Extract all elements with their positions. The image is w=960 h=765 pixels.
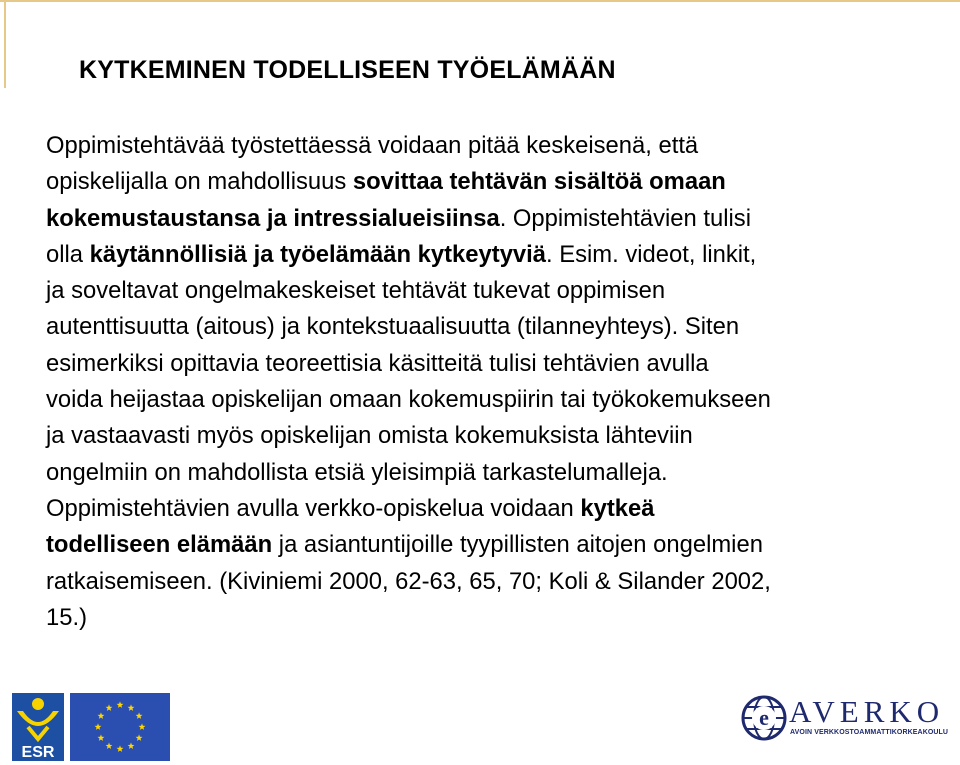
body-text-run: voida heijastaa opiskelijan omaan kokemuspiirin tai työkokemukseen: [46, 386, 771, 414]
body-line: [46, 527, 946, 563]
body-text-run: ongelmiin on mahdollista etsiä yleisimpiä tarkastelumalleja.: [46, 458, 668, 486]
body-text-run: ratkaisemiseen. (Kiviniemi 2000, 62-63, 65, 70; Koli & Silander 2002,: [46, 567, 771, 595]
slide-frame-top: [0, 0, 960, 2]
body-text-run: Oppimistehtävien avulla verkko-opiskelua voidaan: [46, 494, 581, 522]
body-text-run: esimerkiksi opittavia teoreettisia käsitteitä tulisi tehtävien avulla: [46, 349, 709, 377]
averko-logo: [740, 688, 949, 748]
body-text-run: ja vastaavasti myös opiskelijan omista kokemuksista lähteviin: [46, 422, 693, 450]
body-line: [46, 600, 946, 636]
slide-body-text: [46, 128, 946, 636]
body-text-run: olla: [46, 240, 90, 268]
body-line: [46, 564, 946, 600]
body-line: [46, 201, 946, 237]
body-text-run: 15.): [46, 603, 88, 631]
body-text-run: . Esim. videot, linkit,: [546, 240, 757, 268]
body-text-bold-run: käytännöllisiä ja työelämään kytkeytyviä: [89, 240, 547, 268]
body-text-run: . Oppimistehtävien tulisi: [499, 204, 751, 232]
averko-globe-icon: [740, 694, 788, 742]
esr-logo-text: ESR: [21, 744, 55, 761]
body-line: [46, 491, 946, 527]
body-line: [46, 382, 946, 418]
slide-frame-left: [4, 0, 6, 88]
svg-text:e: e: [759, 705, 769, 730]
body-line: [46, 309, 946, 345]
averko-wordmark: AVERKO: [789, 694, 945, 729]
body-line: [46, 455, 946, 491]
body-line: [46, 273, 946, 309]
body-text-run: ja soveltavat ongelmakeskeiset tehtävät tukevat oppimisen: [46, 277, 666, 305]
body-text-run: Oppimistehtävää työstettäessä voidaan pitää keskeisenä, että: [46, 132, 699, 159]
slide-title: KYTKEMINEN TODELLISEEN TYÖELÄMÄÄN: [79, 56, 616, 84]
body-line: [46, 418, 946, 454]
body-line: [46, 237, 946, 273]
eu-flag-logo: [70, 693, 170, 761]
body-text-bold-run: kytkeä: [580, 494, 655, 522]
body-text-bold-run: sovittaa tehtävän sisältöä omaan: [352, 168, 726, 196]
body-text-bold-run: kokemustaustansa ja intressialueisiinsa: [46, 204, 500, 232]
body-line: [46, 128, 946, 164]
body-line: [46, 346, 946, 382]
body-text-run: opiskelijalla on mahdollisuus: [46, 168, 353, 196]
body-line: [46, 164, 946, 200]
esr-logo: [12, 693, 64, 761]
averko-subtitle: AVOIN VERKKOSTOAMMATTIKORKEAKOULU: [790, 729, 949, 736]
body-text-run: autenttisuutta (aitous) ja kontekstuaalisuutta (tilanneyhteys). Siten: [46, 313, 740, 341]
body-text-bold-run: todelliseen elämään: [46, 531, 273, 559]
body-text-run: ja asiantuntijoille tyypillisten aitojen ongelmien: [272, 531, 763, 559]
